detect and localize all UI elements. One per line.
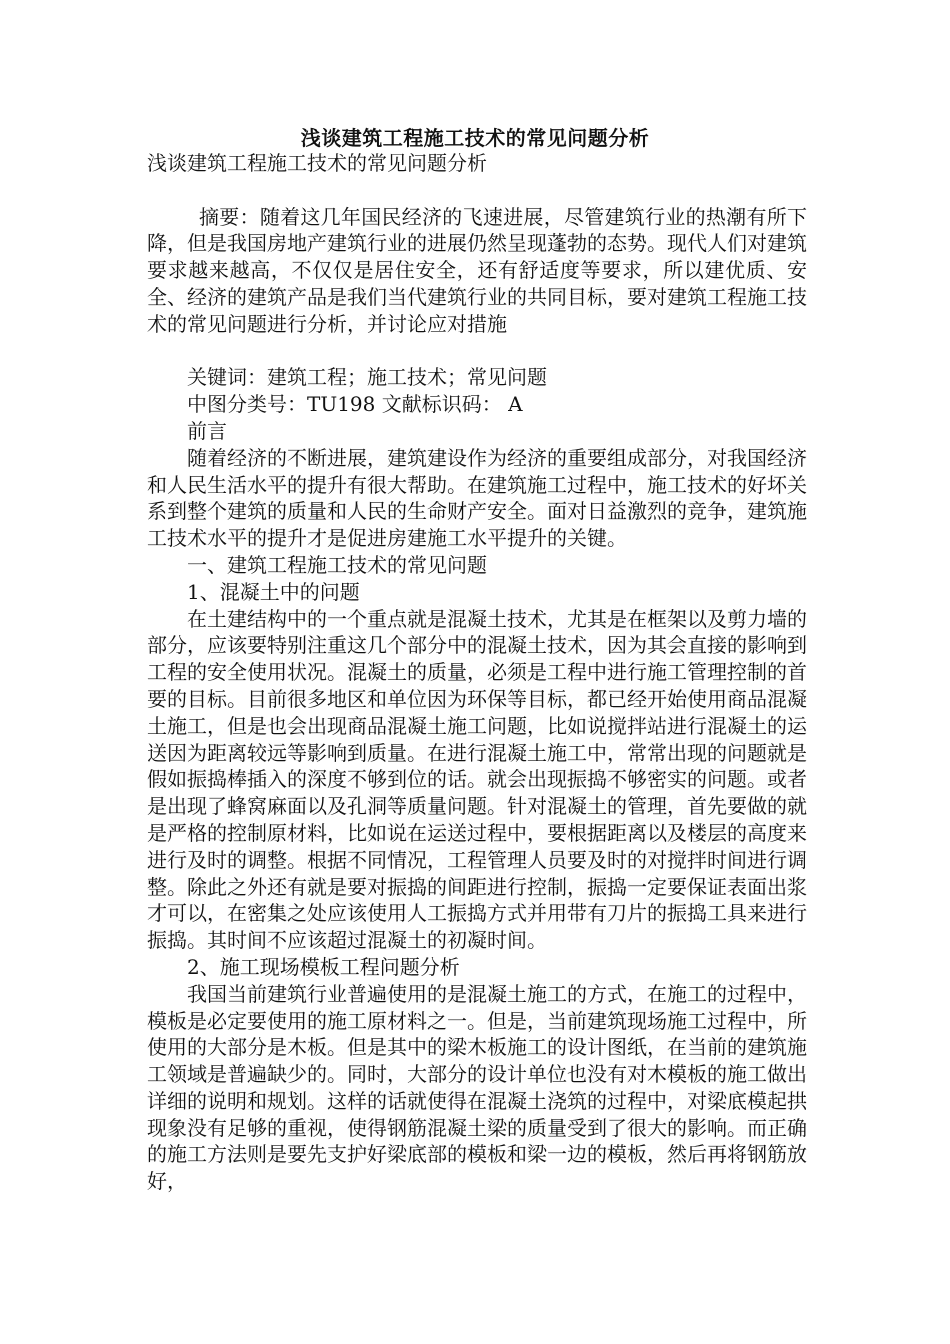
subsection-heading: 1、混凝土中的问题: [187, 579, 360, 604]
classification-line: 中图分类号：TU198 文献标识码： A: [187, 392, 523, 417]
abstract-paragraph: 摘要：随着这几年国民经济的飞速进展，尽管建筑行业的热潮有所下降，但是我国房地产建筑行业的进展仍然呈现蓬勃的态势。现代人们对建筑要求越来越高，不仅仅是居住安全，还有舒适度等要求，所以建优质、安全、经济的建筑产品是我们当代建筑行业的共同目标，要对建筑工程施工技术的常见问题进行分析，并讨论应对措施: [147, 204, 807, 336]
spacer: [147, 338, 807, 365]
subsection-heading: 2、施工现场模板工程问题分析: [187, 954, 460, 979]
spacer: [147, 177, 807, 204]
document-body: [147, 150, 807, 1195]
document-title: 浅谈建筑工程施工技术的常见问题分析: [300, 126, 650, 150]
preface-paragraph: 随着经济的不断进展，建筑建设作为经济的重要组成部分，对我国经济和人民生活水平的提升有很大帮助。在建筑施工过程中，施工技术的好坏关系到整个建筑的质量和人民的生命财产安全。面对日益激烈的竞争，建筑施工技术水平的提升才是促进房建施工水平提升的关键。: [147, 445, 807, 551]
preface-heading: 前言: [187, 418, 227, 443]
subsection-paragraph: 我国当前建筑行业普遍使用的是混凝土施工的方式，在施工的过程中，模板是必定要使用的施工原材料之一。但是，当前建筑现场施工过程中，所使用的大部分是木板。但是其中的梁木板施工的设计图纸，在当前的建筑施工领域是普遍缺少的。同时，大部分的设计单位也没有对木模板的施工做出详细的说明和规划。这样的话就使得在混凝土浇筑的过程中，对梁底模起拱现象没有足够的重视，使得钢筋混凝土梁的质量受到了很大的影响。而正确的施工方法则是要先支护好梁底部的模板和梁一边的模板，然后再将钢筋放好，: [147, 981, 807, 1194]
section-heading: 一、建筑工程施工技术的常见问题: [187, 552, 487, 577]
document-subtitle: 浅谈建筑工程施工技术的常见问题分析: [147, 151, 487, 175]
subsection-paragraph: 在土建结构中的一个重点就是混凝土技术，尤其是在框架以及剪力墙的部分，应该要特别注重这几个部分中的混凝土技术，因为其会直接的影响到工程的安全使用状况。混凝土的质量，必须是工程中进行施工管理控制的首要的目标。目前很多地区和单位因为环保等目标，都已经开始使用商品混凝土施工，但是也会出现商品混凝土施工问题，比如说搅拌站进行混凝土的运送因为距离较远等影响到质量。在进行混凝土施工中，常常出现的问题就是假如振捣棒插入的深度不够到位的话。就会出现振捣不够密实的问题。或者是出现了蜂窝麻面以及孔洞等质量问题。针对混凝土的管理，首先要做的就是严格的控制原材料，比如说在运送过程中，要根据距离以及楼层的高度来进行及时的调整。根据不同情况，工程管理人员要及时的对搅拌时间进行调整。除此之外还有就是要对振捣的间距进行控制，振捣一定要保证表面出浆才可以，在密集之处应该使用人工振捣方式并用带有刀片的振捣工具来进行振捣。其时间不应该超过混凝土的初凝时间。: [147, 606, 807, 953]
keywords-line: 关键词：建筑工程；施工技术；常见问题: [187, 365, 547, 390]
